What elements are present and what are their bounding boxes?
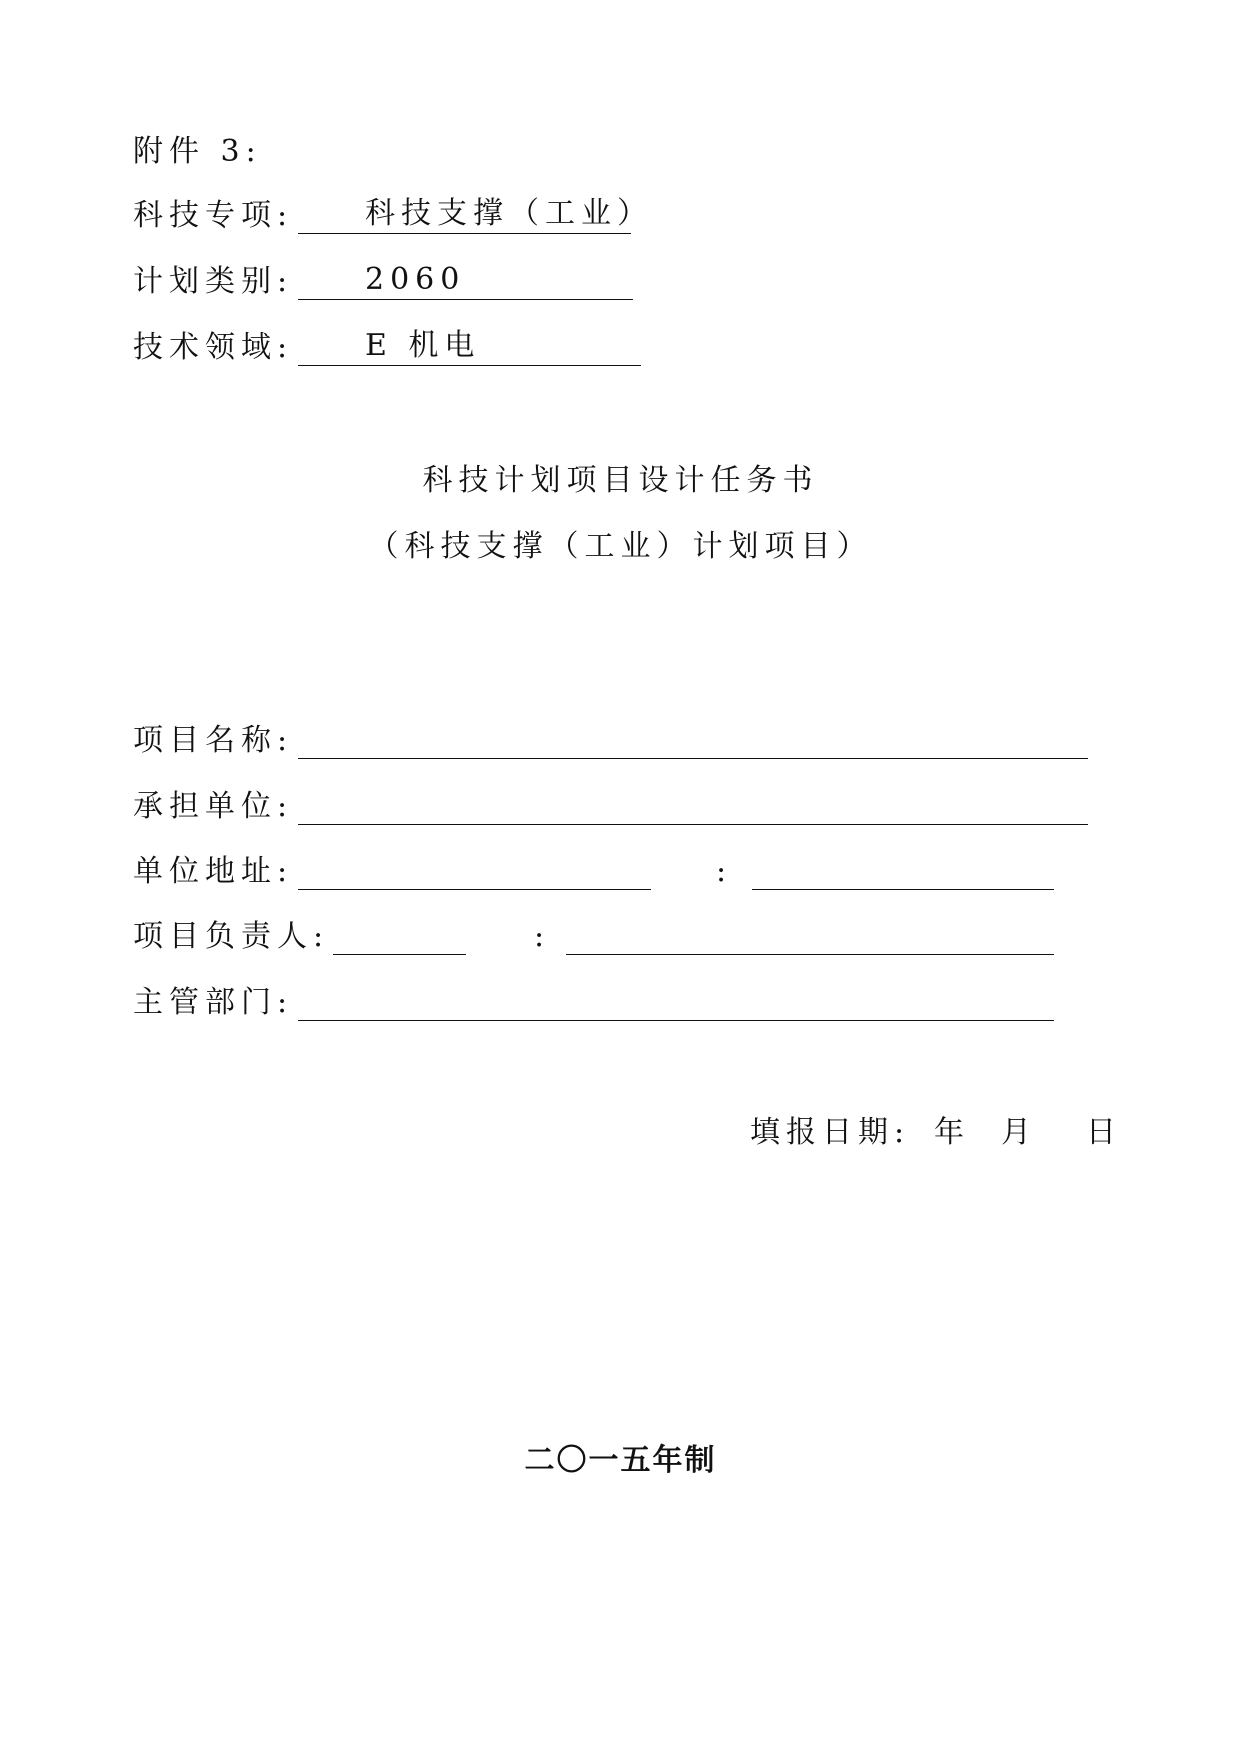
special-underline xyxy=(298,233,631,234)
document-subtitle: （科技支撑（工业）计划项目） xyxy=(368,529,873,564)
authority-underline xyxy=(298,1020,1054,1021)
leader-extra-underline xyxy=(566,954,1054,955)
authority-label: 主管部门: xyxy=(133,985,294,1020)
leader-label: 项目负责人: xyxy=(133,919,330,954)
footer-year: 二〇一五年制 xyxy=(524,1443,717,1478)
undertaker-underline xyxy=(298,824,1088,825)
date-day: 日 xyxy=(1086,1115,1122,1150)
undertaker-label: 承担单位: xyxy=(133,789,294,824)
leader-colon: : xyxy=(534,919,551,954)
category-value: 2060 xyxy=(365,262,466,297)
document-title: 科技计划项目设计任务书 xyxy=(422,463,819,498)
domain-underline xyxy=(298,365,641,366)
special-label: 科技专项: xyxy=(133,198,294,233)
category-underline xyxy=(298,299,633,300)
address-label: 单位地址: xyxy=(133,854,294,889)
address-colon: : xyxy=(716,854,733,889)
date-month: 月 xyxy=(1001,1115,1037,1150)
leader-underline xyxy=(333,954,466,955)
attachment-label: 附件 3: xyxy=(133,134,262,169)
domain-value: E 机电 xyxy=(365,328,481,363)
address-underline xyxy=(298,889,651,890)
project-name-underline xyxy=(298,758,1088,759)
address-extra-underline xyxy=(752,889,1054,890)
project-name-label: 项目名称: xyxy=(133,723,294,758)
category-label: 计划类别: xyxy=(133,264,294,299)
domain-label: 技术领域: xyxy=(133,330,294,365)
date-label: 填报日期: xyxy=(750,1115,911,1150)
date-year: 年 xyxy=(934,1115,970,1150)
special-value: 科技支撑（工业） xyxy=(365,196,653,231)
